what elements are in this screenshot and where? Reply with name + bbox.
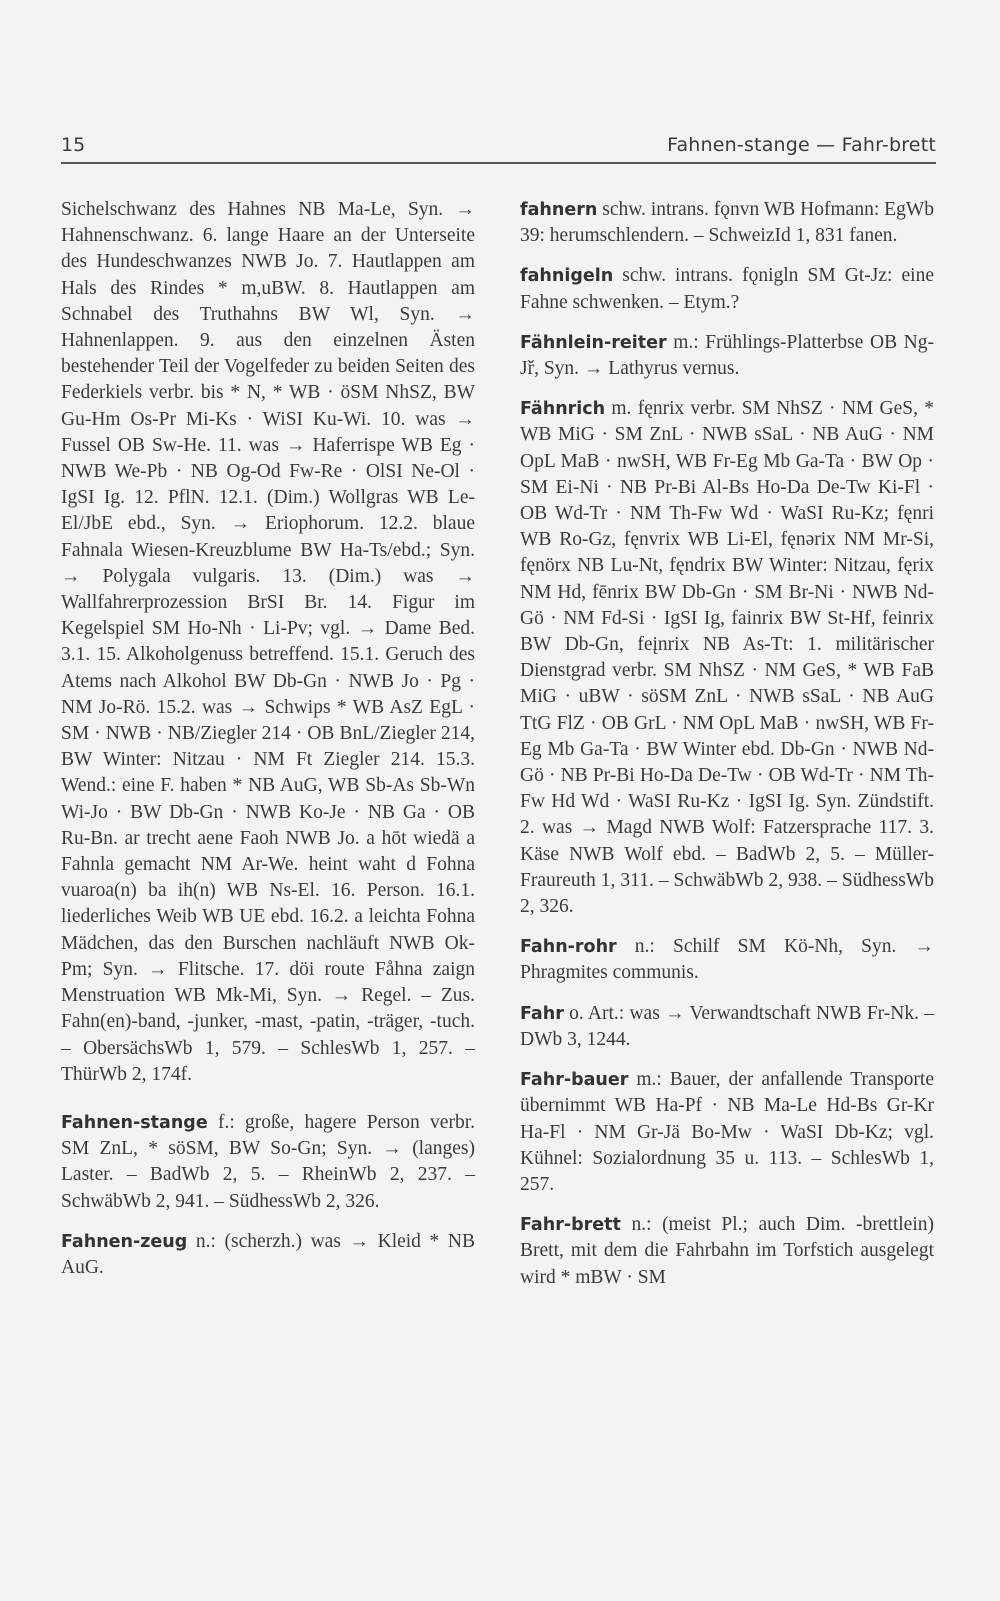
entry-text: n.: (scherzh.) was → Kleid * NB AuG. bbox=[61, 1230, 475, 1278]
headword: Fahnen-zeug bbox=[61, 1231, 188, 1252]
dictionary-entry bbox=[520, 1212, 934, 1291]
dictionary-entry bbox=[520, 263, 934, 315]
entry-text: n.: Schilf SM Kö-Nh, Syn. → Phragmites communis. bbox=[520, 936, 934, 984]
dictionary-entry bbox=[520, 1001, 934, 1053]
entry-text: m.: Bauer, der anfallende Transporte übernimmt WB Ha-Pf · NB Ma-Le Hd-Bs Gr-Kr Ha-Fl · NM Gr-Jä Bo-Mw · WaSI Db-Kz; vgl. Kühnel: Sozialordnung 35 u. 113. – SchlesWb 1, 257. bbox=[520, 1069, 934, 1195]
dictionary-entry bbox=[520, 1067, 934, 1198]
dictionary-entry bbox=[520, 330, 934, 382]
page-header bbox=[61, 134, 936, 162]
dictionary-entry bbox=[61, 1229, 475, 1281]
entry-text: m.: Frühlings-Platterbse OB Ng-Jř, Syn. → Lathyrus vernus. bbox=[520, 331, 934, 380]
header-rule bbox=[61, 162, 936, 164]
headword: fahnigeln bbox=[520, 266, 614, 287]
headword: Fähnlein-reiter bbox=[520, 332, 667, 353]
right-column bbox=[520, 197, 934, 1305]
entry-text: schw. intrans. fǫnvn WB Hofmann: EgWb 39: herumschlendern. – SchweizId 1, 831 fanen. bbox=[520, 199, 934, 247]
continuation-entry: Sichelschwanz des Hahnes NB Ma-Le, Syn. → Hahnenschwanz. 6. lange Haare an der Unterseite des Hundeschwanzes NWB Jo. 7. Hautlappen am Hals des Rindes * m,uBW. 8. Hautlappen am Schnabel des Truthahns BW Wl, Syn. → Hahnenlappen. 9. aus den einzelnen Ästen bestehender Teil der Vogelfeder zu beiden Seiten des Federkiels verbr. bis * N, * WB · öSM NhSZ, BW Gu-Hm Os-Pr Mi-Ks · WiSI Ku-Wi. 10. was → Fussel OB Sw-He. 11. was → Haferrispe WB Eg · NWB We-Pb · NB Og-Od Fw-Re · OlSI Ne-Ol · IgSI Ig. 12. PflN. 12.1. (Dim.) Wollgras WB Le-El/JbE ebd., Syn. → Eriophorum. 12.2. blaue Fahnala Wiesen-Kreuzblume BW Ha-Ts/ebd.; Syn. → Polygala vulgaris. 13. (Dim.) was → Wallfahrerprozession BrSI Br. 14. Figur im Kegelspiel SM Ho-Nh · Li-Pv; vgl. → Dame Bed. 3.1. 15. Alkoholgenuss betreffend. 15.1. Geruch des Atems nach Alkohol BW Db-Gn · NWB Jo · Pg · NM Jo-Rö. 15.2. was → Schwips * WB AsZ EgL · SM · NWB · NB/Ziegler 214 · OB BnL/Ziegler 214, BW Winter: Nitzau · NM Ft Ziegler 214. 15.3. Wend.: eine F. haben * NB AuG, WB Sb-As Sb-Wn Wi-Jo · BW Db-Gn · NWB Ko-Je · NB Ga · OB Ru-Bn. ar trecht aene Faoh NWB Jo. a hōt wiedä a Fahnla gemacht NM Ar-We. heint waht d Fohna vuaroa(n) ba ih(n) WB Ns-El. 16. Person. 16.1. liederliches Weib WB UE ebd. 16.2. a leichta Fohna Mädchen, das den Burschen nachläuft NWB Ok-Pm; Syn. → Flitsche. 17. döi route Fåhna zaign Menstruation WB Mk-Mi, Syn. → Regel. – Zus. Fahn(en)-band, -junker, -mast, -patin, -träger, -tuch. – ObersächsWb 1, 579. – SchlesWb 1, 257. – ThürWb 2, 174f. bbox=[61, 199, 475, 1085]
headword: Fahr-brett bbox=[520, 1215, 621, 1236]
headword: Fahn-rohr bbox=[520, 937, 617, 958]
running-title: Fahnen-stange — Fahr-brett bbox=[667, 134, 936, 156]
dictionary-entry bbox=[61, 1110, 475, 1215]
entry-text: o. Art.: was → Verwandtschaft NWB Fr-Nk. – DWb 3, 1244. bbox=[520, 1002, 934, 1050]
entry-text: m. fęnrix verbr. SM NhSZ · NM GeS, * WB MiG · SM ZnL · NWB sSaL · NB AuG · NM OpL MaB · nwSH, WB Fr-Eg Mb Ga-Ta · BW Op · SM Ei-Ni · NB Pr-Bi Al-Bs Ho-Da De-Tw Ki-Fl · OB Wd-Tr · NM Th-Fw Wd · WaSI Ru-Kz; fęnri WB Ro-Gz, fęnvrix WB Li-El, fęnərix NM Mr-Si, fęnörx NB Lu-Nt, fęndrix BW Winter: Nitzau, fęrix NM Hd, fēnrix BW Db-Gn · SM Br-Ni · NWB Nd-Gö · NM Fd-Si · IgSI Ig, fainrix BW St-Hf, feinrix BW Db-Gn, feįnrix NB As-Tt: 1. militärischer Dienstgrad verbr. SM NhSZ · NM GeS, * WB FaB MiG · uBW · söSM ZnL · NWB sSaL · NB AuG TtG FlZ · OB GrL · NM OpL MaB · nwSH, WB Fr-Eg Mb Ga-Ta · BW Winter ebd. Db-Gn · NWB Nd-Gö · NB Pr-Bi Ho-Da De-Tw · OB Wd-Tr · NM Th-Fw Hd Wd · WaSI Ru-Kz · IgSI Ig. Syn. Zündstift. 2. was → Magd NWB Wolf: Fatzersprache 117. 3. Käse NWB Wolf ebd. – BadWb 2, 5. – Müller-Fraureuth 1, 311. – SchwäbWb 2, 938. – SüdhessWb 2, 326. bbox=[520, 398, 934, 918]
headword: Fahnen-stange bbox=[61, 1112, 208, 1133]
entry-text: f.: große, hagere Person verbr. SM ZnL, * söSM, BW So-Gn; Syn. → (langes) Laster. – BadWb 2, 5. – RheinWb 2, 237. – SchwäbWb 2, 941. – SüdhessWb 2, 326. bbox=[61, 1111, 475, 1212]
headword: Fahr bbox=[520, 1003, 564, 1024]
headword: Fähnrich bbox=[520, 399, 606, 420]
dictionary-entry bbox=[520, 197, 934, 249]
entry-text: n.: (meist Pl.; auch Dim. -brettlein) Brett, mit dem die Fahrbahn im Torfstich ausgelegt wird * mBW · SM bbox=[520, 1214, 934, 1288]
headword: fahnern bbox=[520, 200, 598, 220]
page-number: 15 bbox=[61, 134, 86, 156]
left-column bbox=[61, 197, 475, 1295]
entry-text: schw. intrans. fǫnigln SM Gt-Jz: eine Fahne schwenken. – Etym.? bbox=[520, 265, 934, 313]
headword: Fahr-bauer bbox=[520, 1070, 629, 1091]
dictionary-entry bbox=[520, 934, 934, 986]
dictionary-entry bbox=[520, 396, 934, 920]
